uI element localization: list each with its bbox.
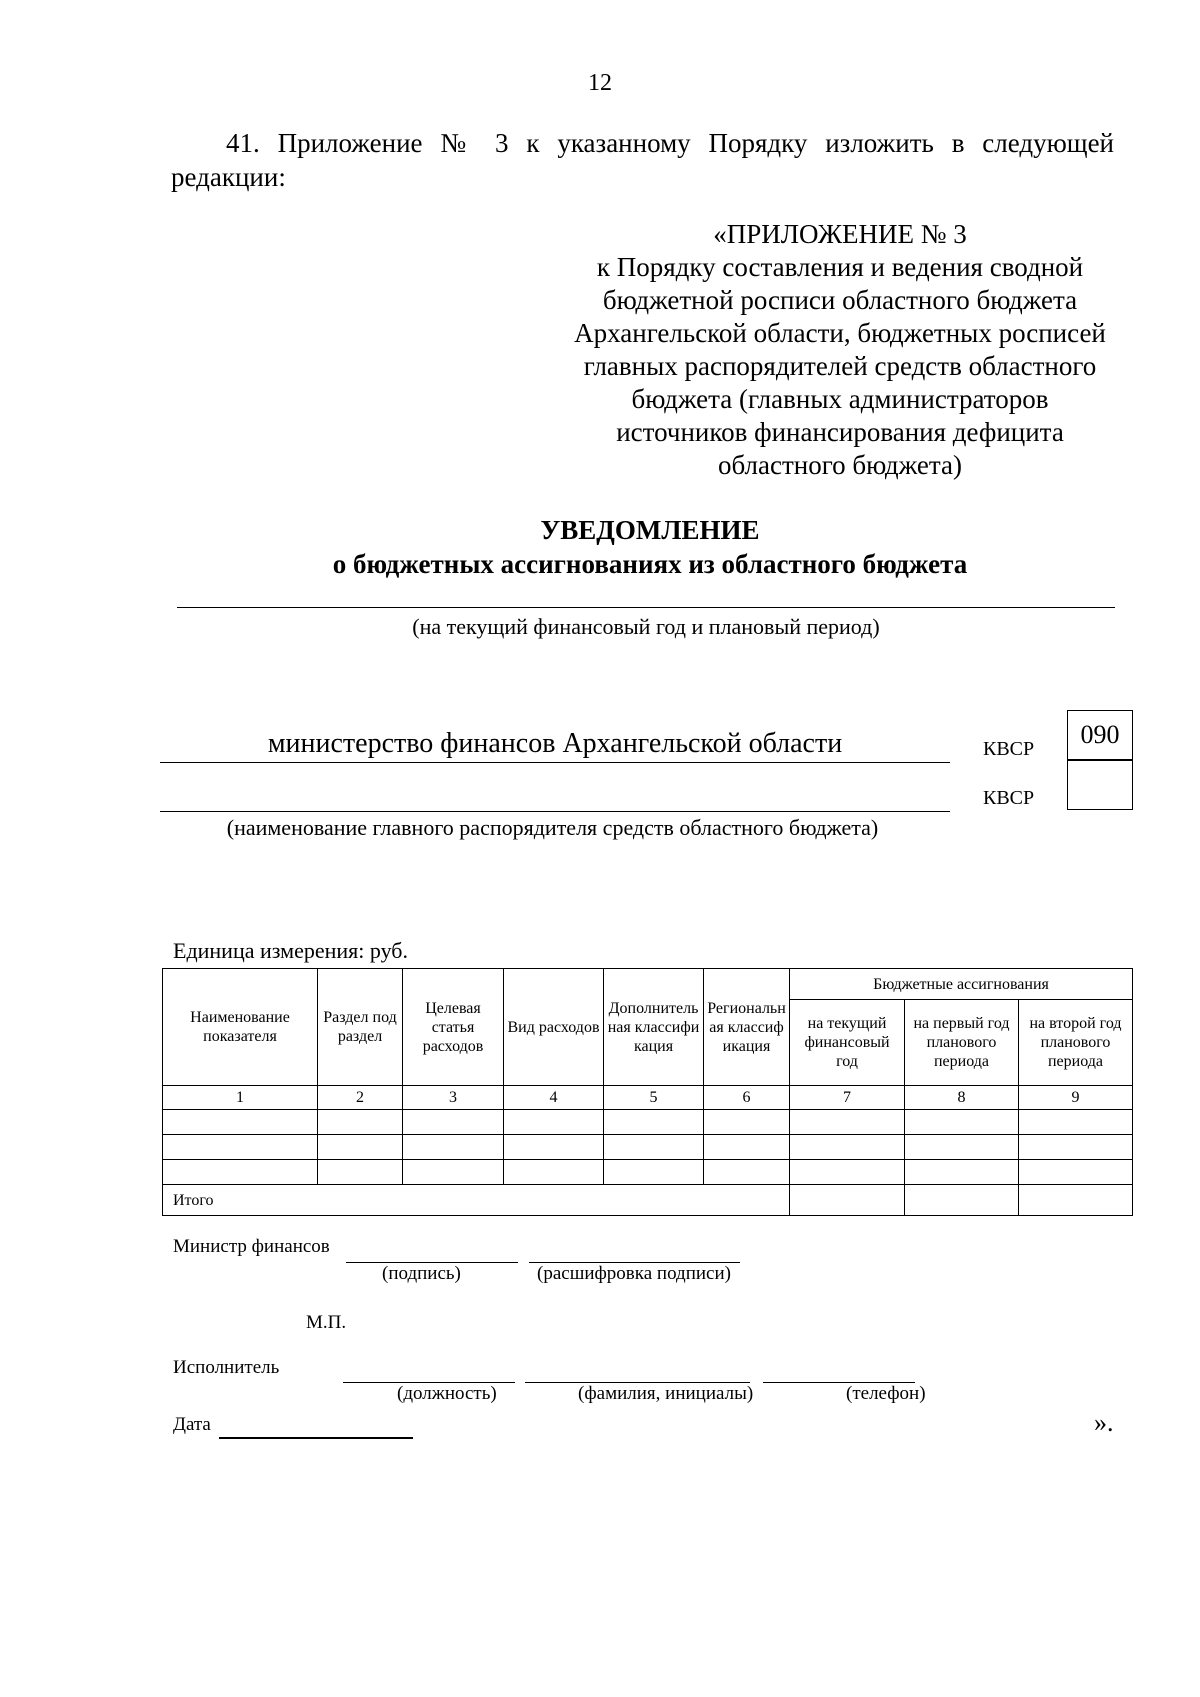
organization-line-2 — [160, 811, 950, 812]
appendix-line: главных распорядителей средств областного — [583, 351, 1097, 381]
total-row — [163, 1185, 1133, 1216]
table-row — [163, 1110, 1133, 1135]
name-caption: (фамилия, инициалы) — [578, 1383, 754, 1404]
header-indicator: Наименование показателя — [163, 969, 318, 1086]
column-number: 7 — [790, 1086, 905, 1110]
column-number: 8 — [905, 1086, 1019, 1110]
appendix-line: Архангельской области, бюджетных росписей — [574, 318, 1106, 348]
table-row — [163, 1135, 1133, 1160]
document-title: УВЕДОМЛЕНИЕ — [540, 515, 760, 545]
phone-caption: (телефон) — [846, 1383, 926, 1404]
period-line — [177, 607, 1115, 608]
header-regional-classification: Региональная классификация — [704, 969, 790, 1086]
appendix-line: источников финансирования дефицита — [616, 417, 1064, 447]
kvsr-code-box: 090 — [1067, 710, 1133, 761]
organization-name: министерство финансов Архангельской области — [267, 728, 843, 759]
appendix-line: бюджетной росписи областного бюджета — [602, 285, 1078, 315]
appendix-line: бюджета (главных администраторов — [631, 384, 1049, 414]
date-line — [219, 1437, 413, 1439]
appropriations-table — [162, 968, 1133, 1216]
intro-paragraph: 41. Приложение № 3 к указанному Порядку изложить в следующей редакции: — [171, 128, 1114, 192]
header-second-plan-year: на второй год планового периода — [1019, 1000, 1133, 1086]
closing-quote: ». — [1094, 1408, 1114, 1437]
header-additional-classification: Дополнительная классификация — [604, 969, 704, 1086]
column-number: 6 — [704, 1086, 790, 1110]
header-current-year: на текущий финансовый год — [790, 1000, 905, 1086]
appendix-line: «ПРИЛОЖЕНИЕ № 3 — [713, 219, 967, 249]
organization-line-1 — [160, 762, 950, 763]
appendix-header — [540, 218, 1140, 482]
appendix-line: областного бюджета) — [717, 450, 963, 480]
signature-caption: (подпись) — [382, 1263, 461, 1284]
position-caption: (должность) — [397, 1383, 497, 1404]
minister-label: Министр финансов — [173, 1236, 330, 1257]
header-first-plan-year: на первый год планового периода — [905, 1000, 1019, 1086]
document-subtitle: о бюджетных ассигнованиях из областного бюджета — [332, 549, 968, 579]
column-number: 2 — [318, 1086, 403, 1110]
column-number-row — [163, 1086, 1133, 1110]
executor-label: Исполнитель — [173, 1357, 280, 1378]
column-number: 9 — [1019, 1086, 1133, 1110]
header-expense-type: Вид расходов — [504, 969, 604, 1086]
header-section: Раздел подраздел — [318, 969, 403, 1086]
table-row — [163, 1160, 1133, 1185]
date-label: Дата — [173, 1414, 211, 1435]
organization-caption: (наименование главного распорядителя средств областного бюджета) — [226, 815, 879, 840]
kvsr-label: КВСР — [983, 738, 1035, 760]
page-number: 12 — [588, 70, 612, 96]
header-budget-appropriations: Бюджетные ассигнования — [790, 969, 1133, 1000]
stamp-label: М.П. — [306, 1312, 347, 1333]
decoding-caption: (расшифровка подписи) — [537, 1263, 731, 1284]
unit-label: Единица измерения: руб. — [173, 938, 408, 963]
column-number: 5 — [604, 1086, 704, 1110]
column-number: 3 — [403, 1086, 504, 1110]
kvsr-code-box-empty — [1067, 759, 1133, 810]
column-number: 4 — [504, 1086, 604, 1110]
header-target-article: Целевая статья расходов — [403, 969, 504, 1086]
column-number: 1 — [163, 1086, 318, 1110]
kvsr-label: КВСР — [983, 787, 1035, 809]
appendix-line: к Порядку составления и ведения сводной — [596, 252, 1084, 282]
period-caption: (на текущий финансовый год и плановый период) — [412, 614, 880, 639]
total-label: Итого — [163, 1185, 790, 1216]
